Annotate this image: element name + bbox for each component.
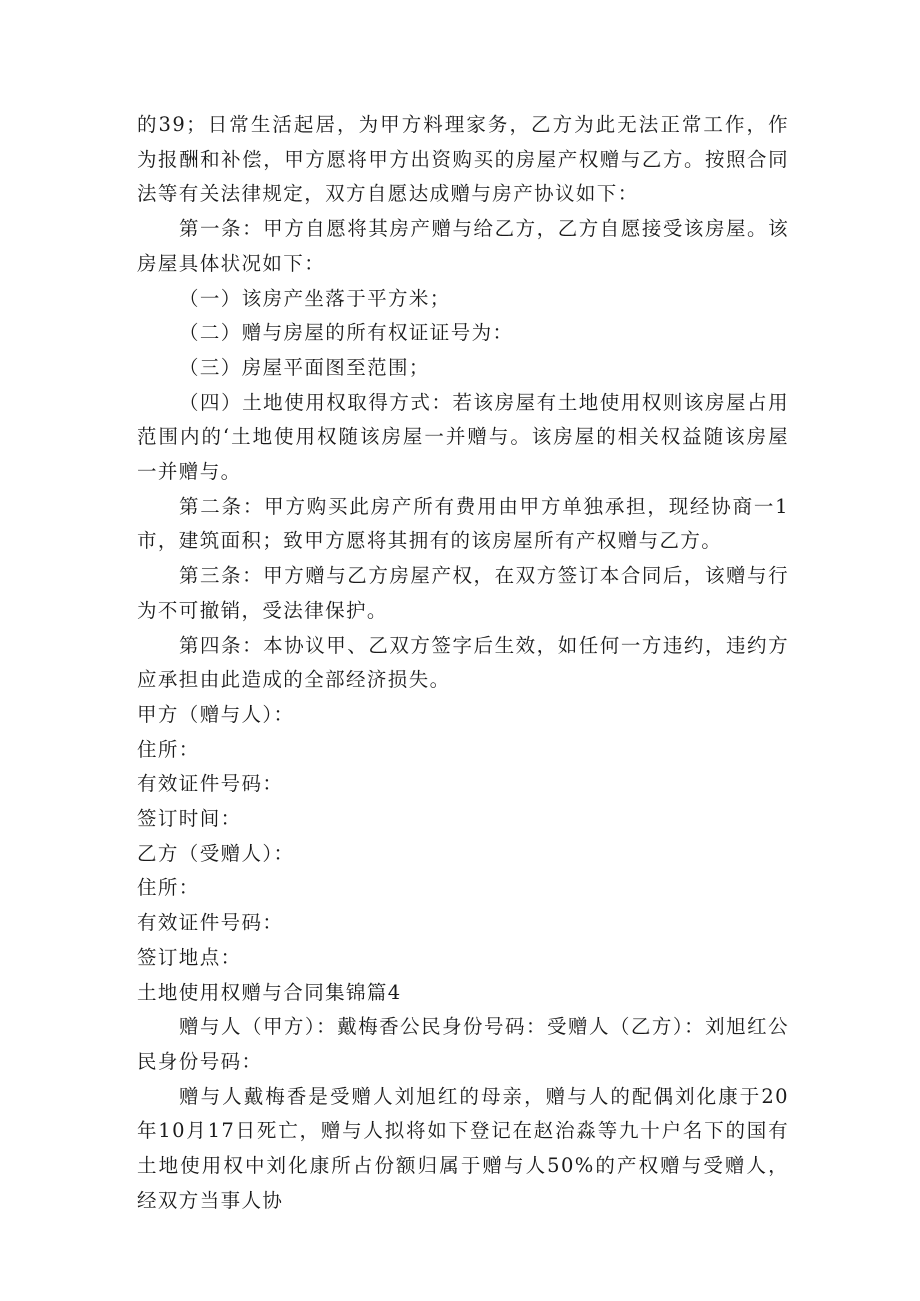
field-party-b-address: 住所：	[137, 876, 200, 900]
paragraph-background: 赠与人戴梅香是受赠人刘旭红的母亲，赠与人的配偶刘化康于20年10月17日死亡，赠与人拟将如下登记在赵治淼等九十户名下的国有土地使用权中刘化康所占份额归属于赠与人50%的产权赠与受赠人，经双方当事人协	[137, 1084, 789, 1212]
paragraph-article-2: 第二条：甲方购买此房产所有费用由甲方单独承担，现经协商一1市，建筑面积；致甲方愿将其拥有的该房屋所有产权赠与乙方。	[137, 494, 789, 553]
field-sign-place: 签订地点：	[137, 945, 242, 969]
paragraph-article-3: 第三条：甲方赠与乙方房屋产权，在双方签订本合同后，该赠与行为不可撤销，受法律保护。	[137, 564, 789, 622]
field-party-b: 乙方（受赠人）：	[137, 841, 295, 865]
paragraph-item-4: （四）土地使用权取得方式：若该房屋有土地使用权则该房屋占用范围内的‘土地使用权随该房屋一并赠与。该房屋的相关权益随该房屋一并赠与。	[137, 390, 789, 484]
paragraph-article-1: 第一条：甲方自愿将其房产赠与给乙方，乙方自愿接受该房屋。该房屋具体状况如下：	[137, 217, 789, 275]
paragraph-intro: 的39；日常生活起居，为甲方料理家务，乙方为此无法正常工作，作为报酬和补偿，甲方愿将甲方出资购买的房屋产权赠与乙方。按照合同法等有关法律规定，双方自愿达成赠与房产协议如下：	[137, 113, 789, 206]
paragraph-parties: 赠与人（甲方）：戴梅香公民身份号码：受赠人（乙方）：刘旭红公民身份号码：	[137, 1015, 789, 1073]
section-title: 土地使用权赠与合同集锦篇4	[137, 980, 402, 1004]
field-party-a: 甲方（赠与人）：	[137, 702, 295, 726]
field-party-a-id: 有效证件号码：	[137, 772, 284, 796]
field-sign-time: 签订时间：	[137, 807, 242, 831]
paragraph-item-2: （二）赠与房屋的所有权证证号为：	[179, 321, 514, 345]
paragraph-item-1: （一）该房产坐落于平方米；	[179, 286, 451, 310]
paragraph-article-4: 第四条：本协议甲、乙双方签字后生效，如任何一方违约，违约方应承担由此造成的全部经济损失。	[137, 633, 789, 692]
field-party-b-id: 有效证件号码：	[137, 911, 284, 935]
field-party-a-address: 住所：	[137, 737, 200, 761]
document-body	[137, 108, 789, 1219]
paragraph-item-3: （三）房屋平面图至范围；	[179, 355, 430, 379]
